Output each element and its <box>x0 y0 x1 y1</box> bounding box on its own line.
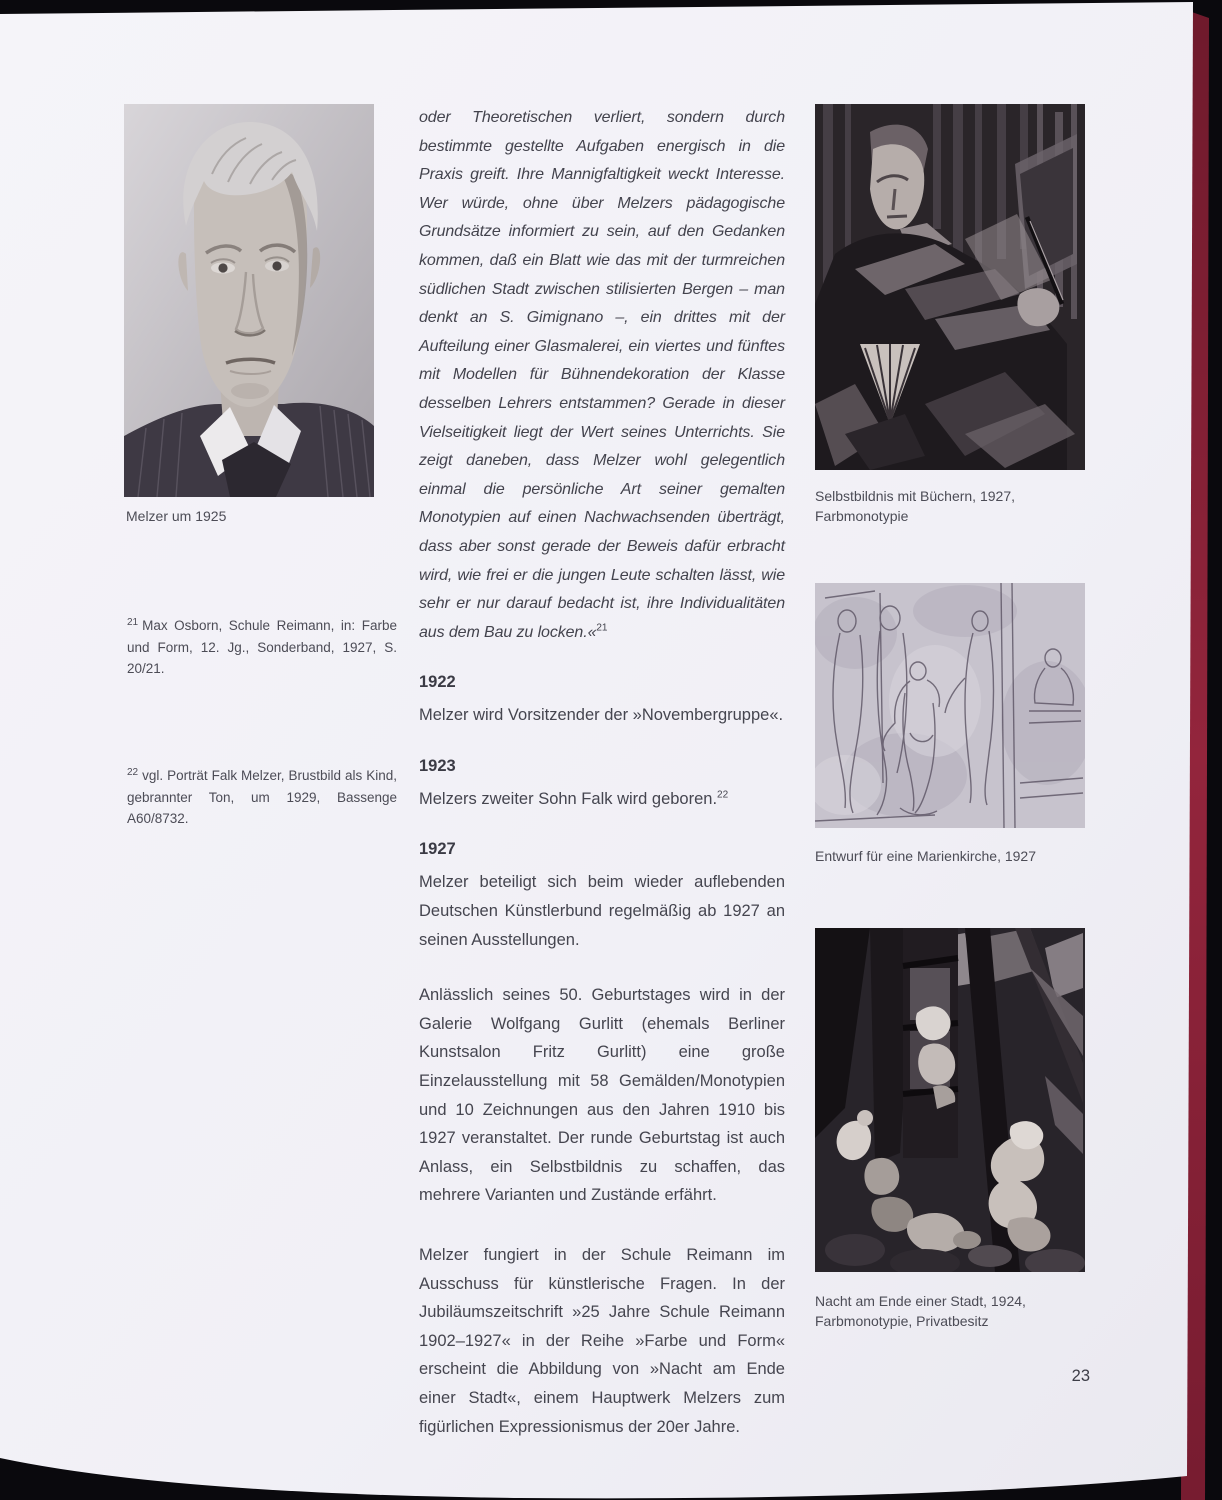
main-text-column <box>419 104 785 1472</box>
section-1922-text: Melzer wird Vorsitzender der »Novembergruppe«. <box>419 706 784 725</box>
artwork-nacht-stadt-caption: Nacht am Ende einer Stadt, 1924, Farbmonotypie, Privatbesitz <box>815 1293 1026 1329</box>
artwork-marienkirche-caption: Entwurf für eine Marienkirche, 1927 <box>815 848 1036 864</box>
chronicle-section-1923 <box>419 757 785 814</box>
portrait-photo <box>124 104 374 497</box>
section-1923-text: Melzers zweiter Sohn Falk wird geboren. <box>419 789 718 808</box>
nacht-stadt-graphic <box>815 928 1085 1272</box>
footnote-21-text: Max Osborn, Schule Reimann, in: Farbe und Form, 12. Jg., Sonderband, 1927, S. 20/21. <box>127 618 397 676</box>
artwork-selbstbildnis <box>815 104 1085 470</box>
footnote-21-number: 21 <box>127 616 139 628</box>
chronicle-section-1927 <box>419 840 785 954</box>
page-number: 23 <box>1071 1367 1090 1385</box>
melzer-portrait-graphic <box>124 104 374 497</box>
artwork-marienkirche <box>815 583 1085 828</box>
footnote-22 <box>127 765 397 830</box>
footnote-21 <box>127 615 397 680</box>
selbstbildnis-graphic <box>815 104 1085 470</box>
artwork-nacht-stadt <box>815 928 1085 1272</box>
block-quote <box>419 104 785 647</box>
portrait-caption: Melzer um 1925 <box>126 508 227 524</box>
marienkirche-graphic <box>815 583 1085 828</box>
footnote-22-number: 22 <box>127 766 139 778</box>
section-1923-footnote-ref: 22 <box>717 789 729 801</box>
artwork-selbstbildnis-caption: Selbstbildnis mit Büchern, 1927, Farbmonotypie <box>815 488 1015 524</box>
year-heading-1922: 1922 <box>419 673 456 692</box>
year-heading-1927: 1927 <box>419 840 456 859</box>
year-heading-1923: 1923 <box>419 756 456 775</box>
quote-text: oder Theoretischen verliert, sondern durch bestimmte gestellte Aufgaben energisch in die Praxis greift. Ihre Mannigfaltigkeit weckt Interesse. Wer würde, ohne über Melzers pädagogische Grundsätze informiert zu sein, auf den Gedanken kommen, daß ein Blatt wie das mit der turmreichen südlichen Stadt zwischen stilisierten Bergen – man denkt an S. Gimignano –, ein drittes mit der Aufteilung einer Glasmalerei, ein viertes und fünftes mit Modellen für Bühnendekoration der Klasse desselben Lehrers entstammen? Gerade in dieser Vielseitigkeit liegt der Wert seines Unterrichts. Sie zeigt daneben, dass Melzer wohl gelegentlich einmal die persönliche Art seiner gemalten Monotypien auf einen Nachwachsenden überträgt, dass aber sonst gerade der Beweis dafür erbracht wird, wie frei er die jungen Leute schalten lässt, wie sehr er nur darauf bedacht ist, ihre Individualitäten aus dem Bau zu locken.« <box>419 109 785 641</box>
quote-footnote-ref: 21 <box>596 622 608 634</box>
body-paragraph-anniversary: Anlässlich seines 50. Geburtstages wird in der Galerie Wolfgang Gurlitt (ehemals Berliner Kunstsalon Fritz Gurlitt) eine große Einzelausstellung mit 58 Gemälden/Monotypien und 10 Zeichnungen aus den Jahren 1910 bis 1927 veranstaltet. Der runde Geburtstag ist auch Anlass, ein Selbstbildnis zu schaffen, das mehrere Varianten und Zustände erfährt. <box>419 986 785 1205</box>
footnote-22-text: vgl. Porträt Falk Melzer, Brustbild als Kind, gebrannter Ton, um 1929, Bassenge A60/8732. <box>127 768 397 826</box>
chronicle-section-1922 <box>419 673 785 730</box>
body-paragraph-schule-reimann: Melzer fungiert in der Schule Reimann im Ausschuss für künstlerische Fragen. In der Jubiläumszeitschrift »25 Jahre Schule Reimann 1902–1927« in der Reihe »Farbe und Form« erscheint die Abbildung von »Nacht am Ende einer Stadt«, einem Hauptwerk Melzers zum figürlichen Expressionismus der 20er Jahre. <box>419 1246 785 1436</box>
section-1927-text: Melzer beteiligt sich beim wieder auflebenden Deutschen Künstlerbund regelmäßig ab 1927 an seinen Ausstellungen. <box>419 873 785 949</box>
